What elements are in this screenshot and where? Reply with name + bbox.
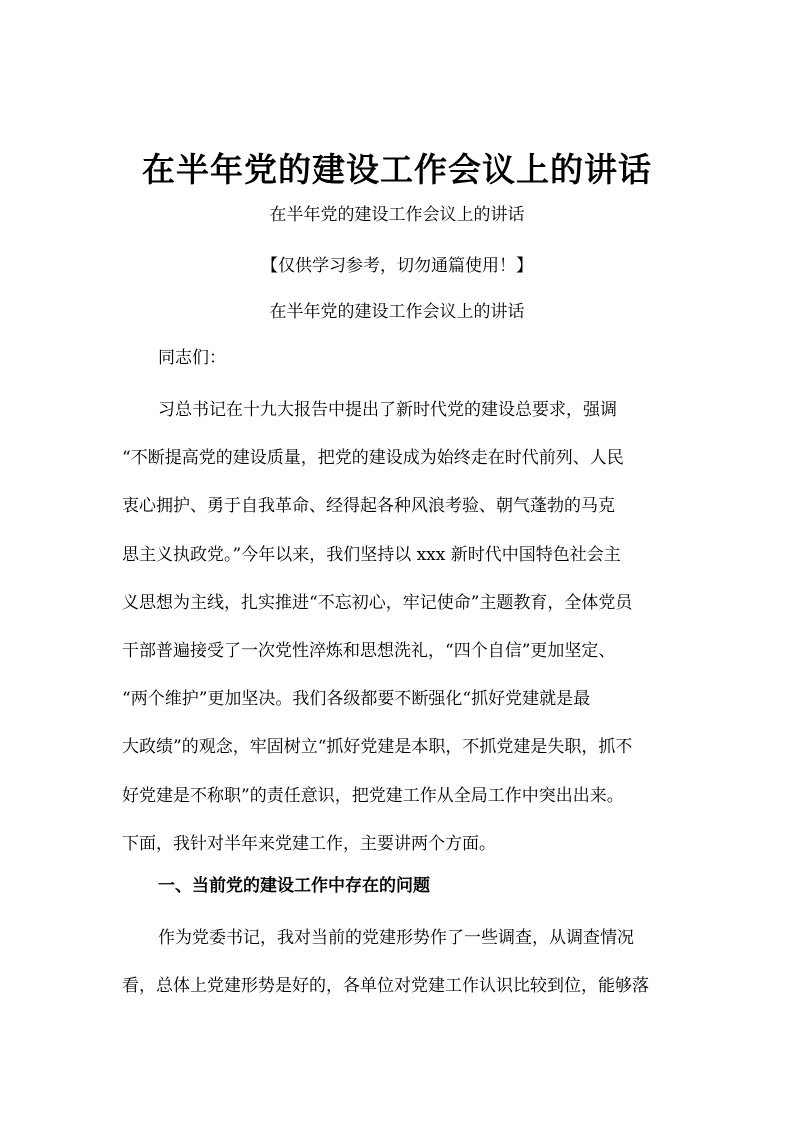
document-subtitle: 在半年党的建设工作会议上的讲话 <box>269 205 525 225</box>
paragraph-line: 思主义执政党。”今年以来，我们坚持以 xxx 新时代中国特色社会主 <box>122 544 621 565</box>
paragraph-line: “不断提高党的建设质量，把党的建设成为始终走在时代前列、人民 <box>122 448 624 469</box>
paragraph-line: 习总书记在十九大报告中提出了新时代党的建设总要求，强调 <box>158 400 617 420</box>
paragraph-line: 干部普遍接受了一次党性淬炼和思想洗礼，“四个自信”更加坚定、 <box>122 641 616 662</box>
paragraph-section-one <box>122 914 678 1010</box>
usage-notice: 【仅供学习参考，切勿通篇使用！】 <box>261 256 533 276</box>
paragraph-line: 好党建是不称职”的责任意识，把党建工作从全局工作中突出出来。 <box>122 785 624 806</box>
paragraph-line: 大政绩”的观念，牢固树立“抓好党建是本职，不抓党建是失职，抓不 <box>122 737 633 758</box>
paragraph-intro <box>122 386 678 868</box>
paragraph-line: “两个维护”更加坚决。我们各级都要不断强化“抓好党建就是最 <box>122 689 591 710</box>
document-subtitle-repeat: 在半年党的建设工作会议上的讲话 <box>269 302 525 322</box>
paragraph-line: 衷心拥护、勇于自我革命、经得起各种风浪考验、朝气蓬勃的马克 <box>122 496 615 517</box>
document-title: 在半年党的建设工作会议上的讲话 <box>142 150 652 189</box>
paragraph-line: 义思想为主线，扎实推进“不忘初心，牢记使命”主题教育，全体党员 <box>122 592 633 613</box>
section-heading: 一、当前党的建设工作中存在的问题 <box>158 876 430 896</box>
paragraph-line: 看，总体上党建形势是好的，各单位对党建工作认识比较到位，能够落 <box>122 976 649 997</box>
paragraph-line: 作为党委书记，我对当前的党建形势作了一些调查，从调查情况 <box>158 928 634 948</box>
salutation: 同志们： <box>158 348 226 368</box>
paragraph-line: 下面，我针对半年来党建工作，主要讲两个方面。 <box>122 833 496 854</box>
